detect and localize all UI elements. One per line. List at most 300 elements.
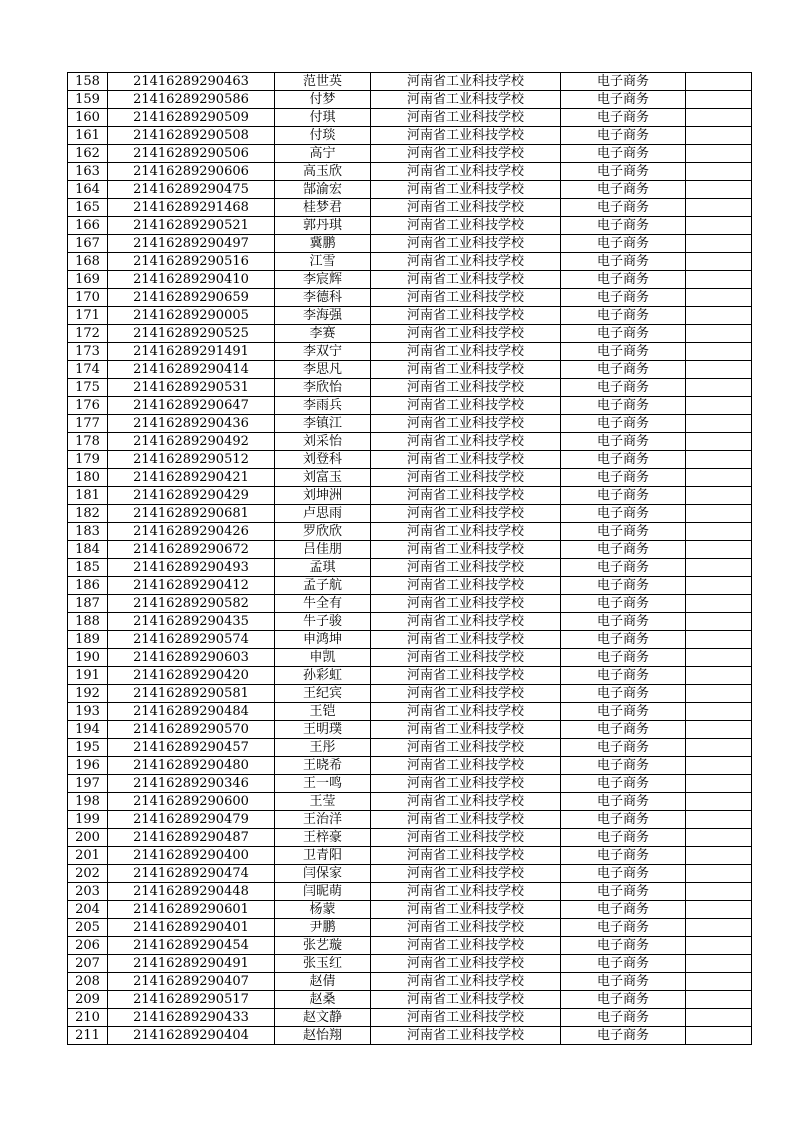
school-cell: 河南省工业科技学校 bbox=[371, 631, 561, 649]
row-number-cell: 179 bbox=[68, 451, 108, 469]
major-cell: 电子商务 bbox=[561, 991, 686, 1009]
table-row bbox=[68, 811, 752, 829]
row-number-cell: 169 bbox=[68, 271, 108, 289]
exam-id-cell: 21416289290491 bbox=[108, 955, 275, 973]
note-cell bbox=[686, 469, 752, 487]
major-cell: 电子商务 bbox=[561, 865, 686, 883]
major-cell: 电子商务 bbox=[561, 739, 686, 757]
row-number-cell: 206 bbox=[68, 937, 108, 955]
school-cell: 河南省工业科技学校 bbox=[371, 865, 561, 883]
row-number-cell: 175 bbox=[68, 379, 108, 397]
school-cell: 河南省工业科技学校 bbox=[371, 973, 561, 991]
note-cell bbox=[686, 577, 752, 595]
note-cell bbox=[686, 361, 752, 379]
student-name-cell: 李雨兵 bbox=[275, 397, 371, 415]
major-cell: 电子商务 bbox=[561, 847, 686, 865]
note-cell bbox=[686, 955, 752, 973]
exam-id-cell: 21416289290570 bbox=[108, 721, 275, 739]
table-row bbox=[68, 739, 752, 757]
row-number-cell: 193 bbox=[68, 703, 108, 721]
school-cell: 河南省工业科技学校 bbox=[371, 415, 561, 433]
major-cell: 电子商务 bbox=[561, 163, 686, 181]
exam-id-cell: 21416289290525 bbox=[108, 325, 275, 343]
note-cell bbox=[686, 559, 752, 577]
row-number-cell: 211 bbox=[68, 1027, 108, 1045]
major-cell: 电子商务 bbox=[561, 649, 686, 667]
row-number-cell: 172 bbox=[68, 325, 108, 343]
table-row bbox=[68, 613, 752, 631]
note-cell bbox=[686, 667, 752, 685]
school-cell: 河南省工业科技学校 bbox=[371, 649, 561, 667]
exam-id-cell: 21416289290487 bbox=[108, 829, 275, 847]
school-cell: 河南省工业科技学校 bbox=[371, 289, 561, 307]
row-number-cell: 192 bbox=[68, 685, 108, 703]
note-cell bbox=[686, 829, 752, 847]
school-cell: 河南省工业科技学校 bbox=[371, 739, 561, 757]
student-name-cell: 高宁 bbox=[275, 145, 371, 163]
student-name-cell: 李德科 bbox=[275, 289, 371, 307]
school-cell: 河南省工业科技学校 bbox=[371, 955, 561, 973]
row-number-cell: 207 bbox=[68, 955, 108, 973]
note-cell bbox=[686, 379, 752, 397]
row-number-cell: 188 bbox=[68, 613, 108, 631]
school-cell: 河南省工业科技学校 bbox=[371, 541, 561, 559]
exam-id-cell: 21416289290574 bbox=[108, 631, 275, 649]
major-cell: 电子商务 bbox=[561, 307, 686, 325]
exam-id-cell: 21416289290479 bbox=[108, 811, 275, 829]
school-cell: 河南省工业科技学校 bbox=[371, 343, 561, 361]
exam-id-cell: 21416289290480 bbox=[108, 757, 275, 775]
student-name-cell: 王莹 bbox=[275, 793, 371, 811]
note-cell bbox=[686, 703, 752, 721]
student-name-cell: 张玉红 bbox=[275, 955, 371, 973]
table-row bbox=[68, 343, 752, 361]
student-name-cell: 江雪 bbox=[275, 253, 371, 271]
major-cell: 电子商务 bbox=[561, 109, 686, 127]
school-cell: 河南省工业科技学校 bbox=[371, 451, 561, 469]
row-number-cell: 178 bbox=[68, 433, 108, 451]
major-cell: 电子商务 bbox=[561, 559, 686, 577]
school-cell: 河南省工业科技学校 bbox=[371, 703, 561, 721]
exam-id-cell: 21416289290457 bbox=[108, 739, 275, 757]
table-row bbox=[68, 469, 752, 487]
exam-id-cell: 21416289291468 bbox=[108, 199, 275, 217]
table-row bbox=[68, 901, 752, 919]
note-cell bbox=[686, 685, 752, 703]
row-number-cell: 199 bbox=[68, 811, 108, 829]
exam-id-cell: 21416289290435 bbox=[108, 613, 275, 631]
major-cell: 电子商务 bbox=[561, 505, 686, 523]
exam-id-cell: 21416289290493 bbox=[108, 559, 275, 577]
exam-id-cell: 21416289290426 bbox=[108, 523, 275, 541]
student-name-cell: 刘登科 bbox=[275, 451, 371, 469]
major-cell: 电子商务 bbox=[561, 1009, 686, 1027]
major-cell: 电子商务 bbox=[561, 595, 686, 613]
row-number-cell: 210 bbox=[68, 1009, 108, 1027]
row-number-cell: 201 bbox=[68, 847, 108, 865]
school-cell: 河南省工业科技学校 bbox=[371, 847, 561, 865]
note-cell bbox=[686, 937, 752, 955]
student-name-cell: 吕佳朋 bbox=[275, 541, 371, 559]
major-cell: 电子商务 bbox=[561, 397, 686, 415]
table-row bbox=[68, 235, 752, 253]
row-number-cell: 165 bbox=[68, 199, 108, 217]
table-row bbox=[68, 775, 752, 793]
table-row bbox=[68, 955, 752, 973]
exam-id-cell: 21416289290420 bbox=[108, 667, 275, 685]
student-name-cell: 孟子航 bbox=[275, 577, 371, 595]
student-list-table bbox=[67, 72, 752, 1045]
note-cell bbox=[686, 811, 752, 829]
table-row bbox=[68, 523, 752, 541]
table-row bbox=[68, 325, 752, 343]
row-number-cell: 158 bbox=[68, 73, 108, 91]
student-name-cell: 赵桑 bbox=[275, 991, 371, 1009]
exam-id-cell: 21416289290421 bbox=[108, 469, 275, 487]
major-cell: 电子商务 bbox=[561, 703, 686, 721]
row-number-cell: 191 bbox=[68, 667, 108, 685]
row-number-cell: 186 bbox=[68, 577, 108, 595]
table-row bbox=[68, 559, 752, 577]
school-cell: 河南省工业科技学校 bbox=[371, 487, 561, 505]
table-row bbox=[68, 397, 752, 415]
major-cell: 电子商务 bbox=[561, 91, 686, 109]
exam-id-cell: 21416289290474 bbox=[108, 865, 275, 883]
exam-id-cell: 21416289290659 bbox=[108, 289, 275, 307]
table-row bbox=[68, 757, 752, 775]
table-row bbox=[68, 973, 752, 991]
row-number-cell: 189 bbox=[68, 631, 108, 649]
school-cell: 河南省工业科技学校 bbox=[371, 199, 561, 217]
row-number-cell: 184 bbox=[68, 541, 108, 559]
row-number-cell: 171 bbox=[68, 307, 108, 325]
school-cell: 河南省工业科技学校 bbox=[371, 397, 561, 415]
school-cell: 河南省工业科技学校 bbox=[371, 613, 561, 631]
table-row bbox=[68, 109, 752, 127]
row-number-cell: 167 bbox=[68, 235, 108, 253]
student-name-cell: 王晓希 bbox=[275, 757, 371, 775]
student-name-cell: 郭丹琪 bbox=[275, 217, 371, 235]
student-name-cell: 王明璞 bbox=[275, 721, 371, 739]
table-row bbox=[68, 649, 752, 667]
student-name-cell: 付梦 bbox=[275, 91, 371, 109]
student-name-cell: 闫昵萌 bbox=[275, 883, 371, 901]
table-row bbox=[68, 433, 752, 451]
student-name-cell: 牛全有 bbox=[275, 595, 371, 613]
note-cell bbox=[686, 199, 752, 217]
exam-id-cell: 21416289290404 bbox=[108, 1027, 275, 1045]
major-cell: 电子商务 bbox=[561, 253, 686, 271]
row-number-cell: 177 bbox=[68, 415, 108, 433]
exam-id-cell: 21416289290506 bbox=[108, 145, 275, 163]
exam-id-cell: 21416289290448 bbox=[108, 883, 275, 901]
school-cell: 河南省工业科技学校 bbox=[371, 253, 561, 271]
major-cell: 电子商务 bbox=[561, 145, 686, 163]
major-cell: 电子商务 bbox=[561, 973, 686, 991]
exam-id-cell: 21416289290463 bbox=[108, 73, 275, 91]
note-cell bbox=[686, 451, 752, 469]
note-cell bbox=[686, 721, 752, 739]
student-name-cell: 王纪宾 bbox=[275, 685, 371, 703]
school-cell: 河南省工业科技学校 bbox=[371, 829, 561, 847]
major-cell: 电子商务 bbox=[561, 217, 686, 235]
table-row bbox=[68, 667, 752, 685]
note-cell bbox=[686, 307, 752, 325]
exam-id-cell: 21416289290586 bbox=[108, 91, 275, 109]
exam-id-cell: 21416289290606 bbox=[108, 163, 275, 181]
row-number-cell: 173 bbox=[68, 343, 108, 361]
row-number-cell: 187 bbox=[68, 595, 108, 613]
exam-id-cell: 21416289290492 bbox=[108, 433, 275, 451]
school-cell: 河南省工业科技学校 bbox=[371, 811, 561, 829]
school-cell: 河南省工业科技学校 bbox=[371, 109, 561, 127]
exam-id-cell: 21416289290603 bbox=[108, 649, 275, 667]
row-number-cell: 200 bbox=[68, 829, 108, 847]
table-row bbox=[68, 73, 752, 91]
row-number-cell: 166 bbox=[68, 217, 108, 235]
note-cell bbox=[686, 109, 752, 127]
table-row bbox=[68, 865, 752, 883]
major-cell: 电子商务 bbox=[561, 793, 686, 811]
row-number-cell: 202 bbox=[68, 865, 108, 883]
note-cell bbox=[686, 397, 752, 415]
table-row bbox=[68, 379, 752, 397]
school-cell: 河南省工业科技学校 bbox=[371, 307, 561, 325]
school-cell: 河南省工业科技学校 bbox=[371, 145, 561, 163]
exam-id-cell: 21416289290516 bbox=[108, 253, 275, 271]
row-number-cell: 198 bbox=[68, 793, 108, 811]
student-name-cell: 孟琪 bbox=[275, 559, 371, 577]
exam-id-cell: 21416289290005 bbox=[108, 307, 275, 325]
major-cell: 电子商务 bbox=[561, 289, 686, 307]
row-number-cell: 209 bbox=[68, 991, 108, 1009]
table-row bbox=[68, 793, 752, 811]
exam-id-cell: 21416289290433 bbox=[108, 1009, 275, 1027]
exam-id-cell: 21416289290600 bbox=[108, 793, 275, 811]
major-cell: 电子商务 bbox=[561, 757, 686, 775]
table-row bbox=[68, 451, 752, 469]
table-row bbox=[68, 487, 752, 505]
school-cell: 河南省工业科技学校 bbox=[371, 217, 561, 235]
note-cell bbox=[686, 217, 752, 235]
row-number-cell: 180 bbox=[68, 469, 108, 487]
row-number-cell: 174 bbox=[68, 361, 108, 379]
school-cell: 河南省工业科技学校 bbox=[371, 595, 561, 613]
row-number-cell: 183 bbox=[68, 523, 108, 541]
student-name-cell: 刘坤洲 bbox=[275, 487, 371, 505]
school-cell: 河南省工业科技学校 bbox=[371, 163, 561, 181]
note-cell bbox=[686, 775, 752, 793]
table-row bbox=[68, 145, 752, 163]
student-name-cell: 刘采怡 bbox=[275, 433, 371, 451]
major-cell: 电子商务 bbox=[561, 811, 686, 829]
note-cell bbox=[686, 253, 752, 271]
student-name-cell: 牛子骏 bbox=[275, 613, 371, 631]
major-cell: 电子商务 bbox=[561, 541, 686, 559]
row-number-cell: 164 bbox=[68, 181, 108, 199]
major-cell: 电子商务 bbox=[561, 127, 686, 145]
student-name-cell: 李宸辉 bbox=[275, 271, 371, 289]
major-cell: 电子商务 bbox=[561, 883, 686, 901]
row-number-cell: 170 bbox=[68, 289, 108, 307]
table-row bbox=[68, 199, 752, 217]
row-number-cell: 190 bbox=[68, 649, 108, 667]
major-cell: 电子商务 bbox=[561, 901, 686, 919]
student-name-cell: 李镇江 bbox=[275, 415, 371, 433]
major-cell: 电子商务 bbox=[561, 271, 686, 289]
exam-id-cell: 21416289290517 bbox=[108, 991, 275, 1009]
school-cell: 河南省工业科技学校 bbox=[371, 685, 561, 703]
exam-id-cell: 21416289290582 bbox=[108, 595, 275, 613]
table-row bbox=[68, 1009, 752, 1027]
note-cell bbox=[686, 865, 752, 883]
student-name-cell: 王治洋 bbox=[275, 811, 371, 829]
major-cell: 电子商务 bbox=[561, 775, 686, 793]
school-cell: 河南省工业科技学校 bbox=[371, 433, 561, 451]
student-name-cell: 赵倩 bbox=[275, 973, 371, 991]
school-cell: 河南省工业科技学校 bbox=[371, 127, 561, 145]
major-cell: 电子商务 bbox=[561, 577, 686, 595]
school-cell: 河南省工业科技学校 bbox=[371, 325, 561, 343]
student-name-cell: 申凯 bbox=[275, 649, 371, 667]
table-row bbox=[68, 577, 752, 595]
note-cell bbox=[686, 181, 752, 199]
student-name-cell: 王梓豪 bbox=[275, 829, 371, 847]
note-cell bbox=[686, 793, 752, 811]
note-cell bbox=[686, 505, 752, 523]
school-cell: 河南省工业科技学校 bbox=[371, 721, 561, 739]
exam-id-cell: 21416289290412 bbox=[108, 577, 275, 595]
student-name-cell: 赵怡翔 bbox=[275, 1027, 371, 1045]
major-cell: 电子商务 bbox=[561, 235, 686, 253]
student-name-cell: 闫保家 bbox=[275, 865, 371, 883]
student-name-cell: 冀鹏 bbox=[275, 235, 371, 253]
school-cell: 河南省工业科技学校 bbox=[371, 235, 561, 253]
school-cell: 河南省工业科技学校 bbox=[371, 181, 561, 199]
major-cell: 电子商务 bbox=[561, 1027, 686, 1045]
table-row bbox=[68, 253, 752, 271]
major-cell: 电子商务 bbox=[561, 451, 686, 469]
exam-id-cell: 21416289291491 bbox=[108, 343, 275, 361]
exam-id-cell: 21416289290410 bbox=[108, 271, 275, 289]
student-name-cell: 刘富玉 bbox=[275, 469, 371, 487]
major-cell: 电子商务 bbox=[561, 415, 686, 433]
table-row bbox=[68, 883, 752, 901]
major-cell: 电子商务 bbox=[561, 955, 686, 973]
note-cell bbox=[686, 541, 752, 559]
exam-id-cell: 21416289290407 bbox=[108, 973, 275, 991]
note-cell bbox=[686, 91, 752, 109]
note-cell bbox=[686, 433, 752, 451]
student-name-cell: 王一鸣 bbox=[275, 775, 371, 793]
exam-id-cell: 21416289290647 bbox=[108, 397, 275, 415]
note-cell bbox=[686, 919, 752, 937]
school-cell: 河南省工业科技学校 bbox=[371, 1009, 561, 1027]
school-cell: 河南省工业科技学校 bbox=[371, 1027, 561, 1045]
row-number-cell: 205 bbox=[68, 919, 108, 937]
note-cell bbox=[686, 487, 752, 505]
exam-id-cell: 21416289290497 bbox=[108, 235, 275, 253]
student-name-cell: 李海强 bbox=[275, 307, 371, 325]
table-row bbox=[68, 847, 752, 865]
exam-id-cell: 21416289290681 bbox=[108, 505, 275, 523]
note-cell bbox=[686, 847, 752, 865]
row-number-cell: 163 bbox=[68, 163, 108, 181]
school-cell: 河南省工业科技学校 bbox=[371, 919, 561, 937]
student-name-cell: 李赛 bbox=[275, 325, 371, 343]
note-cell bbox=[686, 1009, 752, 1027]
school-cell: 河南省工业科技学校 bbox=[371, 901, 561, 919]
table-row bbox=[68, 289, 752, 307]
exam-id-cell: 21416289290601 bbox=[108, 901, 275, 919]
note-cell bbox=[686, 163, 752, 181]
school-cell: 河南省工业科技学校 bbox=[371, 271, 561, 289]
row-number-cell: 208 bbox=[68, 973, 108, 991]
exam-id-cell: 21416289290512 bbox=[108, 451, 275, 469]
student-name-cell: 杨蒙 bbox=[275, 901, 371, 919]
table-row bbox=[68, 541, 752, 559]
row-number-cell: 196 bbox=[68, 757, 108, 775]
note-cell bbox=[686, 613, 752, 631]
student-name-cell: 罗欣欣 bbox=[275, 523, 371, 541]
table-row bbox=[68, 919, 752, 937]
student-name-cell: 李欣怡 bbox=[275, 379, 371, 397]
major-cell: 电子商务 bbox=[561, 343, 686, 361]
note-cell bbox=[686, 649, 752, 667]
major-cell: 电子商务 bbox=[561, 379, 686, 397]
school-cell: 河南省工业科技学校 bbox=[371, 361, 561, 379]
exam-id-cell: 21416289290508 bbox=[108, 127, 275, 145]
table-row bbox=[68, 361, 752, 379]
student-name-cell: 李思凡 bbox=[275, 361, 371, 379]
school-cell: 河南省工业科技学校 bbox=[371, 91, 561, 109]
major-cell: 电子商务 bbox=[561, 361, 686, 379]
row-number-cell: 160 bbox=[68, 109, 108, 127]
row-number-cell: 204 bbox=[68, 901, 108, 919]
school-cell: 河南省工业科技学校 bbox=[371, 523, 561, 541]
row-number-cell: 161 bbox=[68, 127, 108, 145]
exam-id-cell: 21416289290484 bbox=[108, 703, 275, 721]
note-cell bbox=[686, 973, 752, 991]
table-row bbox=[68, 127, 752, 145]
major-cell: 电子商务 bbox=[561, 433, 686, 451]
school-cell: 河南省工业科技学校 bbox=[371, 73, 561, 91]
row-number-cell: 195 bbox=[68, 739, 108, 757]
student-name-cell: 卫青阳 bbox=[275, 847, 371, 865]
row-number-cell: 181 bbox=[68, 487, 108, 505]
table-row bbox=[68, 595, 752, 613]
major-cell: 电子商务 bbox=[561, 199, 686, 217]
note-cell bbox=[686, 343, 752, 361]
exam-id-cell: 21416289290475 bbox=[108, 181, 275, 199]
table-row bbox=[68, 271, 752, 289]
major-cell: 电子商务 bbox=[561, 829, 686, 847]
table-row bbox=[68, 163, 752, 181]
table-row bbox=[68, 217, 752, 235]
exam-id-cell: 21416289290429 bbox=[108, 487, 275, 505]
note-cell bbox=[686, 1027, 752, 1045]
student-name-cell: 付琰 bbox=[275, 127, 371, 145]
student-name-cell: 尹鹏 bbox=[275, 919, 371, 937]
major-cell: 电子商务 bbox=[561, 919, 686, 937]
school-cell: 河南省工业科技学校 bbox=[371, 559, 561, 577]
exam-id-cell: 21416289290521 bbox=[108, 217, 275, 235]
table-body bbox=[68, 73, 752, 1045]
table-row bbox=[68, 415, 752, 433]
note-cell bbox=[686, 883, 752, 901]
major-cell: 电子商务 bbox=[561, 721, 686, 739]
student-name-cell: 王铠 bbox=[275, 703, 371, 721]
